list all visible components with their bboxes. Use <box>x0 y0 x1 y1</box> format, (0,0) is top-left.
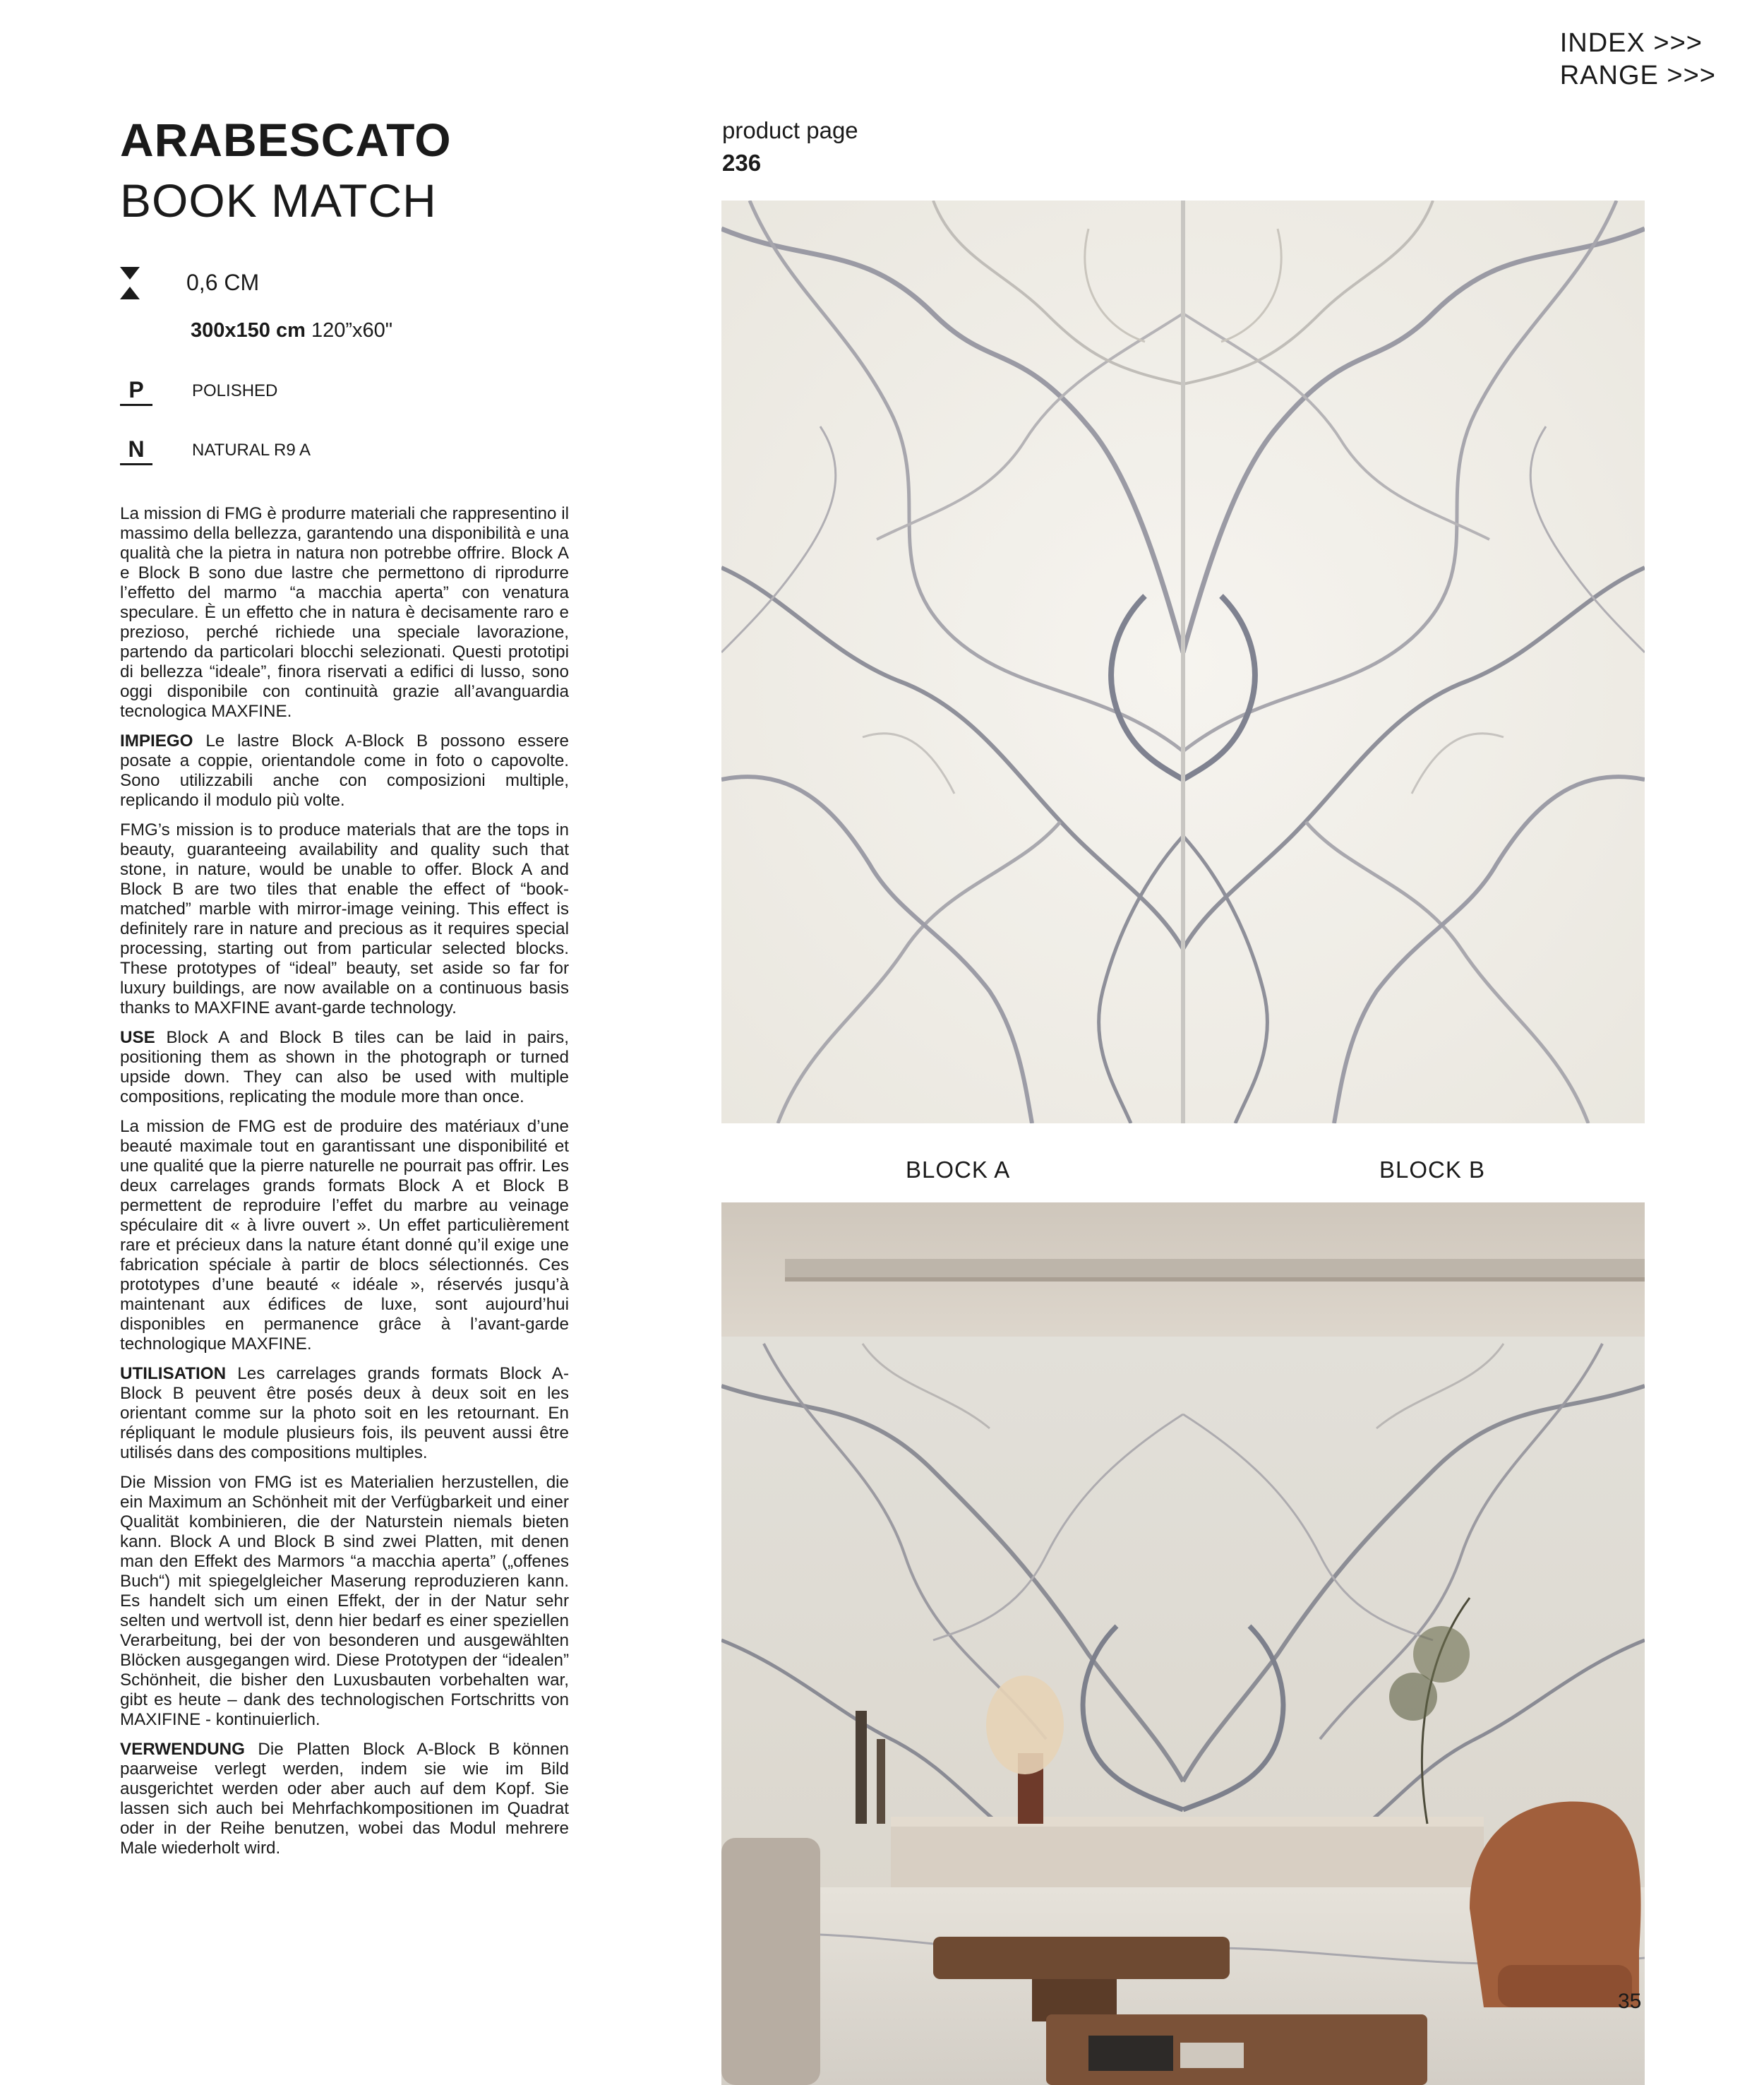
product-title: ARABESCATO <box>120 114 452 166</box>
italian-usage: IMPIEGO Le lastre Block A-Block B possono essere posate a coppie, orientandole come in foto o capovolte. Sono utilizzabili anche con composizioni multiple, replicando il modulo più volte. <box>120 731 569 810</box>
page-number: 35 <box>1618 1990 1642 2013</box>
finish-letter-icon: P <box>120 376 152 406</box>
english-usage: USE Block A and Block B tiles can be laid in pairs, positioning them as shown in the photograph or turned upside down. They can also be used with multiple compositions, replicating the module more than once. <box>120 1028 569 1106</box>
range-link[interactable]: RANGE >>> <box>1559 61 1716 90</box>
french-description: La mission de FMG est de produire des matériaux d’une beauté maximale tout en garantissant une disponibilité et une qualité que la pierre naturelle ne pourrait pas offrir. Les deux carrelages grands formats Block A et Block B permettent de reproduire l’effet du marbre au veinage spéculaire dit « à livre ouvert ». Un effet particulièrement rare et précieux dans la nature étant donné qu’il exige une fabrication spéciale à partir de blocs sélectionnés. Ces prototypes d’une beauté « idéale », réservés jusqu’à maintenant aux édifices de luxe, sont aujourd’hui disponibles en permanence grâce à l’avant-garde technologique MAXFINE. <box>120 1117 569 1354</box>
finish-letter-icon: N <box>120 435 152 465</box>
finish-label: POLISHED <box>192 381 278 400</box>
interior-room-image <box>721 1202 1645 2085</box>
thickness-icon <box>120 267 140 299</box>
finish-label: NATURAL R9 A <box>192 441 311 460</box>
top-navigation <box>1560 27 1716 92</box>
size-cm: 300x150 cm <box>191 319 306 342</box>
block-a-label: BLOCK A <box>906 1157 1011 1183</box>
index-link[interactable]: INDEX >>> <box>1559 28 1703 58</box>
description-text <box>120 504 569 1868</box>
product-page-label: product page <box>722 117 858 143</box>
book-match-slab-image <box>721 201 1645 1123</box>
english-description: FMG’s mission is to produce materials that are the tops in beauty, guaranteeing availability and quality such that stone, in nature, would be unable to offer. Block A and Block B are two tiles that enable the effect of “book-matched” marble with mirror-image veining. This effect is definitely rare in nature and precious as it requires special processing, starting out from particular selected blocks. These prototypes of “ideal” beauty, set aside so far for luxury buildings, are now available on a continuous basis thanks to MAXFINE avant-garde technology. <box>120 820 569 1017</box>
size-inches: 120”x60" <box>311 319 393 342</box>
size-value <box>191 319 392 342</box>
italian-description: La mission di FMG è produrre materiali che rappresentino il massimo della bellezza, garantendo una disponibilità e una qualità che la pietra in natura non potrebbe offrire. Block A e Block B sono due lastre che permettono di riprodurre l’effetto del marmo “a macchia aperta” con venatura speculare. È un effetto che in natura è decisamente raro e prezioso, perché richiede una speciale lavorazione, partendo da particolari blocchi selezionati. Questi prototipi di bellezza “ideale”, finora riservati a edifici di lusso, sono oggi disponibile con continuità grazie all’avanguardia tecnologica MAXFINE. <box>120 504 569 721</box>
german-description: Die Mission von FMG ist es Materialien herzustellen, die ein Maximum an Schönheit mit der Verfügbarkeit und einer Qualität kombinieren, die der Naturstein niemals bieten kann. Block A und Block B sind zwei Platten, mit denen man den Effekt des Marmors “a macchia aperta” („offenes Buch“) mit spiegelgleicher Maserung reproduzieren kann. Es handelt sich um einen Effekt, der in der Natur sehr selten und wertvoll ist, denn hier bedarf es einer speziellen Verarbeitung, bei der von besonderen und ausgewählten Blöcken ausgegangen wird. Diese Prototypen der “idealen” Schönheit, die bisher den Luxusbauten vorbehalten war, gibt es heute – dank des technologischen Fortschritts von MAXIFINE - kontinuierlich. <box>120 1473 569 1729</box>
thickness-value: 0,6 CM <box>186 270 260 295</box>
german-usage: VERWENDUNG Die Platten Block A-Block B können paarweise verlegt werden, indem sie wie im Bild ausgerichtet werden oder aber auch auf dem Kopf. Sie lassen sich auch bei Mehrfachkompositionen im Quadrat oder in der Reihe benutzen, wobei das Modul mehrere Male wiederholt wird. <box>120 1740 569 1858</box>
product-subtitle: BOOK MATCH <box>120 174 437 227</box>
block-b-label: BLOCK B <box>1379 1157 1486 1183</box>
product-page-number[interactable]: 236 <box>722 150 762 176</box>
french-usage: UTILISATION Les carrelages grands formats Block A-Block B peuvent être posés deux à deux soit en les orientant comme sur la photo soit en les retournant. En répliquant le module plusieurs fois, ils peuvent aussi être utilisés dans des compositions multiples. <box>120 1364 569 1462</box>
